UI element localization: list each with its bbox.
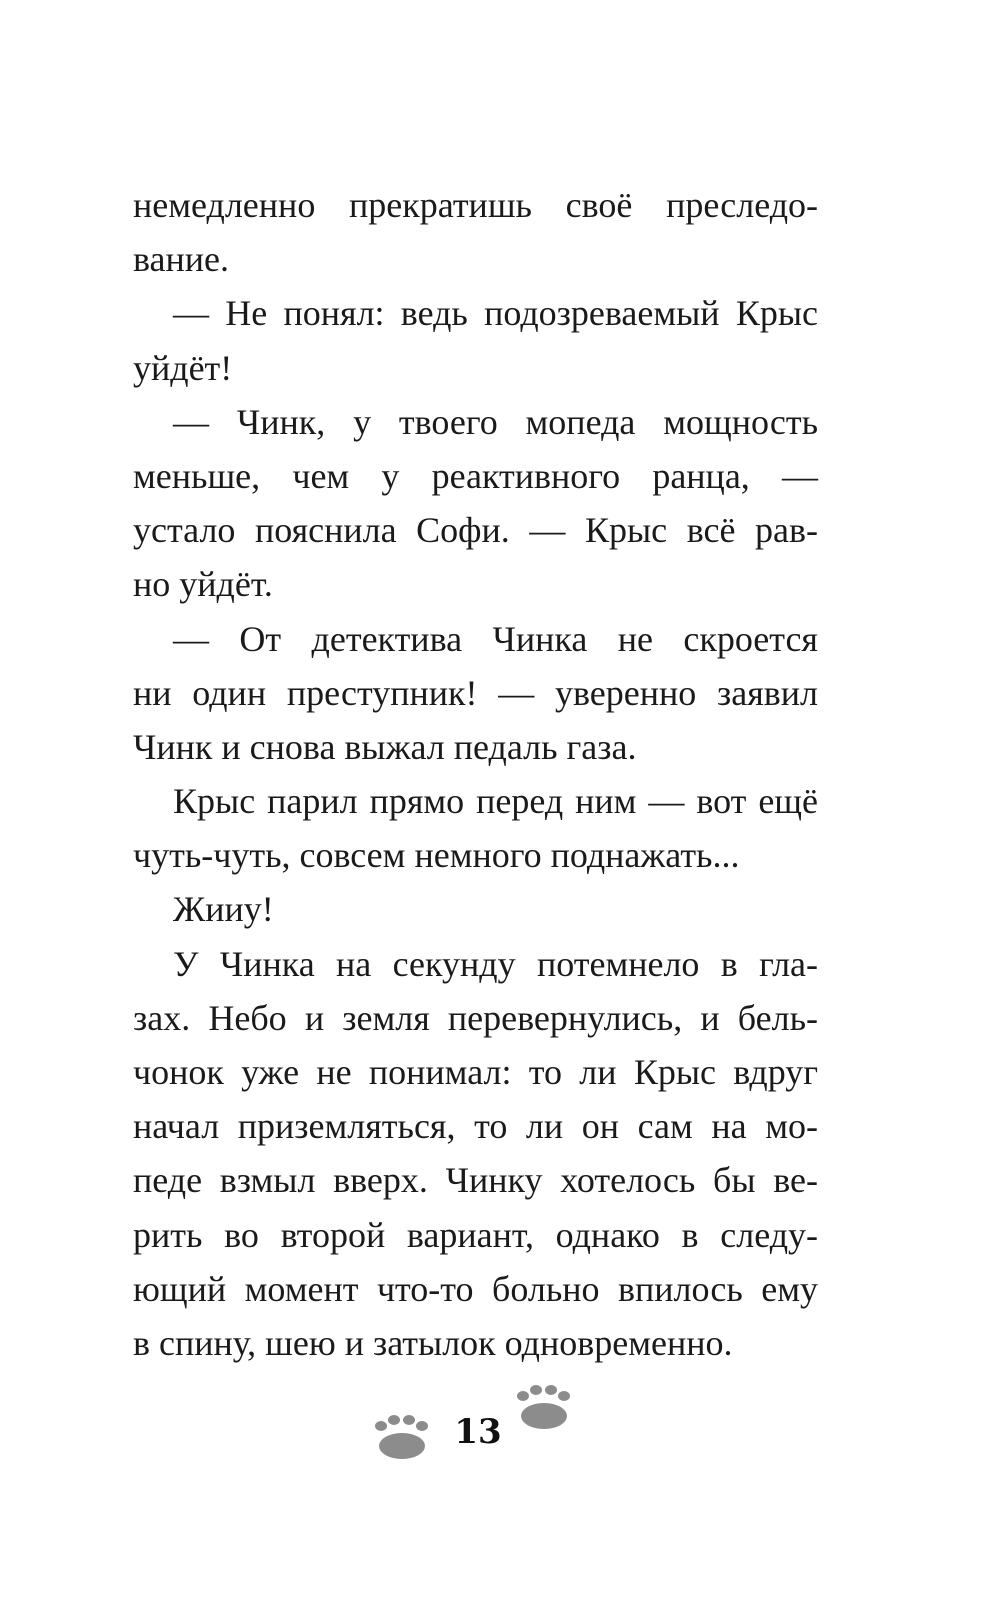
- text-line: Крыс парил прямо перед ним — вот ещё: [173, 781, 818, 822]
- text-line: — Не понял: ведь подозреваемый Крыс: [173, 293, 818, 334]
- text-line: — Чинк, у твоего мопеда мощность: [173, 401, 818, 442]
- body-text: [133, 178, 818, 1370]
- text-line: зах. Небо и земля перевернулись, и бель-: [133, 997, 818, 1038]
- text-line: вание.: [133, 239, 230, 280]
- text-line: Жииу!: [173, 889, 274, 930]
- text-line: уйдёт!: [133, 347, 233, 388]
- paw-print-left-icon: [372, 1412, 432, 1464]
- page-number: 13: [454, 1412, 502, 1452]
- text-line: — От детектива Чинка не скроется: [173, 618, 818, 659]
- text-line: в спину, шею и затылок одновременно.: [133, 1322, 733, 1363]
- text-line: ни один преступник! — уверенно заявил: [133, 672, 818, 713]
- text-line: но уйдёт.: [133, 564, 273, 605]
- text-line: немедленно прекратишь своё преследо-: [133, 185, 818, 225]
- text-line: начал приземляться, то ли он сам на мо-: [133, 1106, 818, 1147]
- text-line: рить во второй вариант, однако в следу-: [133, 1214, 818, 1255]
- text-line: меньше, чем у реактивного ранца, —: [133, 455, 818, 496]
- text-line: чонок уже не понимал: то ли Крыс вдруг: [133, 1052, 818, 1092]
- text-line: устало пояснила Софи. — Крыс всё рав-: [133, 510, 818, 551]
- page-footer: [0, 1380, 1000, 1490]
- text-line: Чинк и снова выжал педаль газа.: [133, 726, 637, 767]
- text-line: ющий момент что-то больно впилось ему: [133, 1268, 818, 1309]
- text-line: чуть-чуть, совсем немного поднажать...: [133, 835, 740, 876]
- paw-print-right-icon: [514, 1382, 574, 1434]
- text-line: педе взмыл вверх. Чинку хотелось бы ве-: [133, 1160, 818, 1201]
- text-line: У Чинка на секунду потемнело в гла-: [173, 943, 818, 984]
